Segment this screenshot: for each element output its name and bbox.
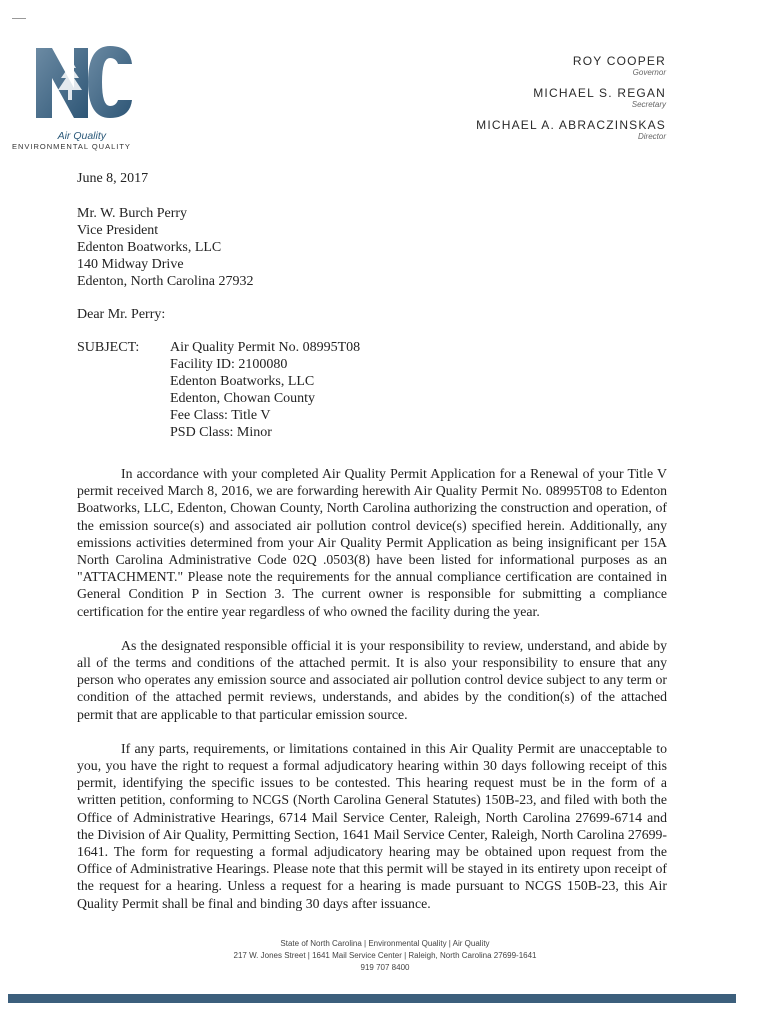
officials-block	[476, 54, 666, 150]
footer-line: State of North Carolina | Environmental Quality | Air Quality	[280, 939, 490, 948]
address-line: Vice President	[77, 223, 159, 238]
subject-line: PSD Class: Minor	[170, 425, 272, 440]
subject-line: Air Quality Permit No. 08995T08	[170, 340, 361, 355]
recipient-address	[77, 205, 667, 290]
footer-line: 217 W. Jones Street | 1641 Mail Service Center | Raleigh, North Carolina 27699-1641	[233, 951, 537, 960]
address-line: Edenton Boatworks, LLC	[77, 240, 222, 255]
body-paragraph: As the designated responsible official it is your responsibility to review, understand, and abide by all of the terms and conditions of the attached permit. It is also your responsibility to ensure that any person who operates any emission source and associated air pollution control device subject to any term or condition of the attached permit reviews, understands, and abides by the condition(s) of the attached permit that are applicable to that particular emission source.	[77, 637, 667, 722]
address-line: Edenton, North Carolina 27932	[77, 274, 254, 289]
official-name: MICHAEL S. REGAN	[533, 86, 666, 100]
letter-body	[77, 170, 667, 926]
official-name: ROY COOPER	[572, 54, 666, 68]
subject-line: Facility ID: 2100080	[170, 357, 288, 372]
subject-line: Fee Class: Title V	[170, 408, 271, 423]
letter-date: June 8, 2017	[77, 171, 149, 186]
subject-block	[77, 339, 667, 441]
body-paragraph: In accordance with your completed Air Quality Permit Application for a Renewal of your Title V permit received March 8, 2016, we are forwarding herewith Air Quality Permit No. 08995T08 to Edenton Boatworks, LLC, Edenton, Chowan County, North Carolina authorizing the construction and operation, of the emission source(s) and associated air pollution control device(s) specified herein. Additionally, any emissions activities determined from your Air Quality Permit Application as being insignificant per 15A North Carolina Administrative Code 02Q .0503(8) have been listed for informational purposes as an "ATTACHMENT." Please note the requirements for the annual compliance certification are contained in General Condition P in Section 3. The current owner is responsible for submitting a compliance certification for the entire year regardless of who owned the facility during the year.	[77, 466, 667, 619]
footer-bar	[8, 994, 736, 1003]
agency-sub: Air Quality	[57, 130, 106, 142]
official-title: Secretary	[631, 100, 666, 109]
nc-logo	[34, 44, 134, 122]
address-line: 140 Midway Drive	[77, 257, 184, 272]
letterhead-footer	[0, 938, 770, 974]
subject-label: SUBJECT:	[77, 340, 140, 355]
footer-line: 919 707 8400	[360, 963, 410, 972]
scan-mark	[12, 18, 26, 19]
subject-line: Edenton Boatworks, LLC	[170, 374, 315, 389]
subject-lines	[170, 339, 360, 441]
official-name: MICHAEL A. ABRACZINSKAS	[476, 118, 666, 132]
address-line: Mr. W. Burch Perry	[77, 206, 188, 221]
subject-line: Edenton, Chowan County	[170, 391, 316, 406]
body-paragraph: If any parts, requirements, or limitations contained in this Air Quality Permit are unacceptable to you, you have the right to request a formal adjudicatory hearing within 30 days following receipt of this permit, identifying the specific issues to be contested. This hearing request must be in the form of a written petition, conforming to NCGS (North Carolina General Statutes) 150B-23, and filed with both the Office of Administrative Hearings, 6714 Mail Service Center, Raleigh, North Carolina 27699-6714 and the Division of Air Quality, Permitting Section, 1641 Mail Service Center, Raleigh, North Carolina 27699-1641. The form for requesting a formal adjudicatory hearing may be obtained upon request from the Office of Administrative Hearings. Please note that this permit will be stayed in its entirety upon receipt of the request for a hearing. Unless a request for a hearing is made pursuant to NCGS 150B-23, this Air Quality Permit shall be final and binding 30 days after issuance.	[77, 740, 667, 911]
agency-caption	[0, 130, 140, 151]
agency-main: ENVIRONMENTAL QUALITY	[12, 142, 131, 151]
official-title: Director	[637, 132, 666, 141]
official-title: Governor	[632, 68, 666, 77]
greeting: Dear Mr. Perry:	[77, 307, 166, 322]
